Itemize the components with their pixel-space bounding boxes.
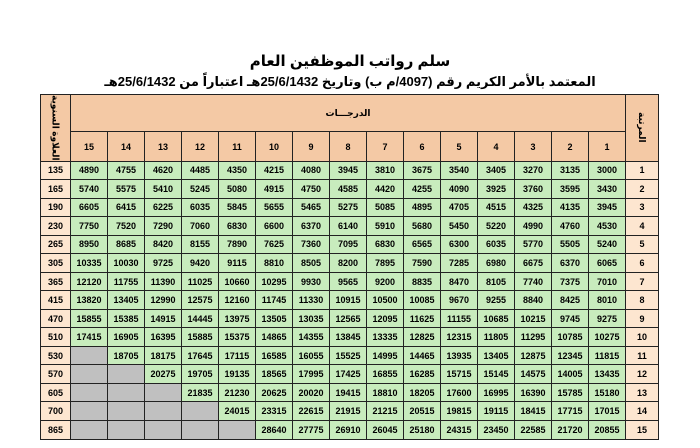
salary-cell: 17415 bbox=[71, 328, 108, 347]
salary-cell: 4420 bbox=[367, 180, 404, 199]
salary-cell: 5770 bbox=[515, 235, 552, 254]
salary-cell: 10785 bbox=[552, 328, 589, 347]
salary-cell: 17715 bbox=[552, 402, 589, 421]
salary-cell: 10660 bbox=[219, 272, 256, 291]
salary-cell: 4755 bbox=[108, 161, 145, 180]
salary-cell: 3945 bbox=[330, 161, 367, 180]
salary-cell: 15525 bbox=[330, 346, 367, 365]
salary-cell: 4515 bbox=[478, 198, 515, 217]
salary-cell: 6605 bbox=[71, 198, 108, 217]
degree-header: 10 bbox=[256, 132, 293, 161]
salary-cell: 5275 bbox=[330, 198, 367, 217]
salary-cell: 12875 bbox=[515, 346, 552, 365]
rank-cell: 2 bbox=[626, 180, 659, 199]
salary-cell: 8835 bbox=[404, 272, 441, 291]
annual-bonus-cell: 305 bbox=[41, 254, 71, 273]
annual-bonus-cell: 510 bbox=[41, 328, 71, 347]
empty-cell bbox=[71, 421, 108, 440]
salary-cell: 15375 bbox=[219, 328, 256, 347]
salary-cell: 18565 bbox=[256, 365, 293, 384]
salary-cell: 15145 bbox=[478, 365, 515, 384]
salary-cell: 4760 bbox=[552, 217, 589, 236]
salary-cell: 4485 bbox=[182, 161, 219, 180]
salary-cell: 6300 bbox=[441, 235, 478, 254]
salary-cell: 21835 bbox=[182, 383, 219, 402]
salary-cell: 12095 bbox=[367, 309, 404, 328]
rank-cell: 13 bbox=[626, 383, 659, 402]
salary-cell: 4530 bbox=[589, 217, 626, 236]
salary-cell: 8840 bbox=[515, 291, 552, 310]
salary-cell: 9930 bbox=[293, 272, 330, 291]
salary-cell: 16395 bbox=[145, 328, 182, 347]
salary-cell: 4135 bbox=[552, 198, 589, 217]
degree-header: 4 bbox=[478, 132, 515, 161]
empty-cell bbox=[108, 421, 145, 440]
salary-cell: 21915 bbox=[330, 402, 367, 421]
salary-cell: 5220 bbox=[478, 217, 515, 236]
salary-cell: 7375 bbox=[552, 272, 589, 291]
salary-cell: 15885 bbox=[182, 328, 219, 347]
salary-cell: 13935 bbox=[441, 346, 478, 365]
salary-cell: 4915 bbox=[256, 180, 293, 199]
salary-cell: 17995 bbox=[293, 365, 330, 384]
salary-cell: 5575 bbox=[108, 180, 145, 199]
salary-cell: 10085 bbox=[404, 291, 441, 310]
table-row bbox=[41, 180, 659, 199]
salary-cell: 13435 bbox=[589, 365, 626, 384]
salary-cell: 17645 bbox=[182, 346, 219, 365]
salary-cell: 5740 bbox=[71, 180, 108, 199]
degrees-row bbox=[41, 132, 659, 161]
salary-cell: 10295 bbox=[256, 272, 293, 291]
salary-cell: 8200 bbox=[330, 254, 367, 273]
salary-cell: 7290 bbox=[145, 217, 182, 236]
annual-bonus-cell: 365 bbox=[41, 272, 71, 291]
empty-cell bbox=[108, 365, 145, 384]
annual-bonus-cell: 865 bbox=[41, 421, 71, 440]
rank-cell: 8 bbox=[626, 291, 659, 310]
salary-cell: 21215 bbox=[367, 402, 404, 421]
salary-cell: 9745 bbox=[552, 309, 589, 328]
salary-cell: 27775 bbox=[293, 421, 330, 440]
annual-bonus-cell: 605 bbox=[41, 383, 71, 402]
empty-cell bbox=[71, 365, 108, 384]
salary-cell: 3675 bbox=[404, 161, 441, 180]
salary-cell: 6035 bbox=[182, 198, 219, 217]
salary-cell: 3760 bbox=[515, 180, 552, 199]
salary-cell: 5085 bbox=[367, 198, 404, 217]
salary-cell: 3925 bbox=[478, 180, 515, 199]
salary-cell: 9275 bbox=[589, 309, 626, 328]
annual-bonus-cell: 165 bbox=[41, 180, 71, 199]
salary-cell: 20020 bbox=[293, 383, 330, 402]
salary-cell: 3430 bbox=[589, 180, 626, 199]
salary-cell: 7890 bbox=[219, 235, 256, 254]
salary-cell: 6370 bbox=[293, 217, 330, 236]
salary-cell: 3540 bbox=[441, 161, 478, 180]
empty-cell bbox=[71, 383, 108, 402]
salary-cell: 20515 bbox=[404, 402, 441, 421]
annual-bonus-cell: 470 bbox=[41, 309, 71, 328]
salary-cell: 7895 bbox=[367, 254, 404, 273]
rank-cell: 14 bbox=[626, 402, 659, 421]
salary-cell: 15715 bbox=[441, 365, 478, 384]
salary-cell: 17425 bbox=[330, 365, 367, 384]
annual-bonus-cell: 415 bbox=[41, 291, 71, 310]
table-row bbox=[41, 383, 659, 402]
degree-header: 5 bbox=[441, 132, 478, 161]
salary-cell: 5505 bbox=[552, 235, 589, 254]
table-row bbox=[41, 346, 659, 365]
rank-cell: 15 bbox=[626, 421, 659, 440]
salary-cell: 19705 bbox=[182, 365, 219, 384]
salary-cell: 18175 bbox=[145, 346, 182, 365]
salary-cell: 13505 bbox=[256, 309, 293, 328]
degree-header: 3 bbox=[515, 132, 552, 161]
salary-cell: 4620 bbox=[145, 161, 182, 180]
salary-cell: 15855 bbox=[71, 309, 108, 328]
salary-cell: 12565 bbox=[330, 309, 367, 328]
table-row bbox=[41, 198, 659, 217]
rank-cell: 5 bbox=[626, 235, 659, 254]
salary-cell: 20855 bbox=[589, 421, 626, 440]
salary-cell: 5680 bbox=[404, 217, 441, 236]
table-row bbox=[41, 235, 659, 254]
salary-cell: 10685 bbox=[478, 309, 515, 328]
salary-cell: 4990 bbox=[515, 217, 552, 236]
table-row bbox=[41, 217, 659, 236]
salary-cell: 11815 bbox=[589, 346, 626, 365]
salary-cell: 4705 bbox=[441, 198, 478, 217]
salary-cell: 8155 bbox=[182, 235, 219, 254]
salary-cell: 5910 bbox=[367, 217, 404, 236]
salary-cell: 13820 bbox=[71, 291, 108, 310]
degree-header: 6 bbox=[404, 132, 441, 161]
grades-header: الدرجـــات bbox=[71, 95, 626, 132]
salary-cell: 4750 bbox=[293, 180, 330, 199]
salary-cell: 7360 bbox=[293, 235, 330, 254]
salary-cell: 14995 bbox=[367, 346, 404, 365]
salary-cell: 8685 bbox=[108, 235, 145, 254]
salary-cell: 9200 bbox=[367, 272, 404, 291]
salary-cell: 6980 bbox=[478, 254, 515, 273]
salary-cell: 7590 bbox=[404, 254, 441, 273]
salary-cell: 16285 bbox=[404, 365, 441, 384]
salary-cell: 26910 bbox=[330, 421, 367, 440]
salary-cell: 12160 bbox=[219, 291, 256, 310]
salary-cell: 11755 bbox=[108, 272, 145, 291]
salary-cell: 7625 bbox=[256, 235, 293, 254]
salary-cell: 10030 bbox=[108, 254, 145, 273]
annual-bonus-cell: 265 bbox=[41, 235, 71, 254]
salary-cell: 5450 bbox=[441, 217, 478, 236]
rank-header: المرتبة bbox=[626, 95, 659, 162]
empty-cell bbox=[145, 421, 182, 440]
salary-cell: 10915 bbox=[330, 291, 367, 310]
table-row bbox=[41, 328, 659, 347]
empty-cell bbox=[182, 421, 219, 440]
salary-cell: 23450 bbox=[478, 421, 515, 440]
rank-cell: 1 bbox=[626, 161, 659, 180]
salary-cell: 22615 bbox=[293, 402, 330, 421]
table-row bbox=[41, 421, 659, 440]
salary-cell: 11025 bbox=[182, 272, 219, 291]
annual-bonus-cell: 190 bbox=[41, 198, 71, 217]
salary-cell: 13975 bbox=[219, 309, 256, 328]
salary-cell: 3270 bbox=[515, 161, 552, 180]
annual-bonus-cell: 135 bbox=[41, 161, 71, 180]
salary-cell: 14465 bbox=[404, 346, 441, 365]
salary-cell: 7285 bbox=[441, 254, 478, 273]
bonus-header: العلاوة السنوية bbox=[41, 95, 71, 162]
salary-cell: 13405 bbox=[108, 291, 145, 310]
salary-cell: 24315 bbox=[441, 421, 478, 440]
salary-cell: 10275 bbox=[589, 328, 626, 347]
salary-cell: 16855 bbox=[367, 365, 404, 384]
salary-cell: 8470 bbox=[441, 272, 478, 291]
salary-cell: 5845 bbox=[219, 198, 256, 217]
salary-cell: 11625 bbox=[404, 309, 441, 328]
salary-cell: 8505 bbox=[293, 254, 330, 273]
salary-cell: 23315 bbox=[256, 402, 293, 421]
table-row bbox=[41, 291, 659, 310]
salary-cell: 5245 bbox=[182, 180, 219, 199]
salary-cell: 18810 bbox=[367, 383, 404, 402]
salary-cell: 5410 bbox=[145, 180, 182, 199]
salary-cell: 14865 bbox=[256, 328, 293, 347]
salary-cell: 15385 bbox=[108, 309, 145, 328]
salary-cell: 14355 bbox=[293, 328, 330, 347]
salary-cell: 4585 bbox=[330, 180, 367, 199]
salary-cell: 9115 bbox=[219, 254, 256, 273]
salary-cell: 12575 bbox=[182, 291, 219, 310]
salary-cell: 3135 bbox=[552, 161, 589, 180]
degree-header: 1 bbox=[589, 132, 626, 161]
salary-cell: 9565 bbox=[330, 272, 367, 291]
salary-cell: 3810 bbox=[367, 161, 404, 180]
salary-cell: 10215 bbox=[515, 309, 552, 328]
salary-cell: 18205 bbox=[404, 383, 441, 402]
salary-cell: 7060 bbox=[182, 217, 219, 236]
salary-cell: 14005 bbox=[552, 365, 589, 384]
salary-cell: 14915 bbox=[145, 309, 182, 328]
salary-cell: 4090 bbox=[441, 180, 478, 199]
salary-cell: 14445 bbox=[182, 309, 219, 328]
salary-cell: 6830 bbox=[219, 217, 256, 236]
salary-cell: 18705 bbox=[108, 346, 145, 365]
degree-header: 13 bbox=[145, 132, 182, 161]
salary-cell: 21230 bbox=[219, 383, 256, 402]
salary-cell: 12825 bbox=[404, 328, 441, 347]
empty-cell bbox=[108, 383, 145, 402]
salary-cell: 7520 bbox=[108, 217, 145, 236]
salary-cell: 13845 bbox=[330, 328, 367, 347]
salary-cell: 17115 bbox=[219, 346, 256, 365]
page-title: سلم رواتب الموظفين العام bbox=[249, 53, 451, 70]
annual-bonus-cell: 530 bbox=[41, 346, 71, 365]
salary-cell: 15180 bbox=[589, 383, 626, 402]
empty-cell bbox=[108, 402, 145, 421]
salary-cell: 11155 bbox=[441, 309, 478, 328]
rank-cell: 4 bbox=[626, 217, 659, 236]
salary-cell: 4890 bbox=[71, 161, 108, 180]
salary-cell: 13335 bbox=[367, 328, 404, 347]
salary-cell: 3405 bbox=[478, 161, 515, 180]
table-row bbox=[41, 309, 659, 328]
salary-cell: 18415 bbox=[515, 402, 552, 421]
salary-cell: 11295 bbox=[515, 328, 552, 347]
salary-cell: 15785 bbox=[552, 383, 589, 402]
salary-cell: 8425 bbox=[552, 291, 589, 310]
salary-cell: 9420 bbox=[182, 254, 219, 273]
salary-cell: 14575 bbox=[515, 365, 552, 384]
rank-cell: 3 bbox=[626, 198, 659, 217]
empty-cell bbox=[71, 346, 108, 365]
rank-cell: 9 bbox=[626, 309, 659, 328]
salary-cell: 9725 bbox=[145, 254, 182, 273]
empty-cell bbox=[145, 383, 182, 402]
salary-cell: 5240 bbox=[589, 235, 626, 254]
salary-cell: 25180 bbox=[404, 421, 441, 440]
salary-table bbox=[40, 94, 659, 440]
degree-header: 9 bbox=[293, 132, 330, 161]
salary-cell: 9255 bbox=[478, 291, 515, 310]
empty-cell bbox=[182, 402, 219, 421]
salary-cell: 16585 bbox=[256, 346, 293, 365]
salary-cell: 12345 bbox=[552, 346, 589, 365]
salary-cell: 6370 bbox=[552, 254, 589, 273]
table-row bbox=[41, 402, 659, 421]
salary-cell: 17600 bbox=[441, 383, 478, 402]
salary-cell: 16995 bbox=[478, 383, 515, 402]
degree-header: 15 bbox=[71, 132, 108, 161]
rank-cell: 6 bbox=[626, 254, 659, 273]
table-row bbox=[41, 272, 659, 291]
salary-cell: 8420 bbox=[145, 235, 182, 254]
salary-cell: 6565 bbox=[404, 235, 441, 254]
salary-cell: 10335 bbox=[71, 254, 108, 273]
salary-cell: 4325 bbox=[515, 198, 552, 217]
salary-cell: 19815 bbox=[441, 402, 478, 421]
salary-cell: 4215 bbox=[256, 161, 293, 180]
salary-cell: 11390 bbox=[145, 272, 182, 291]
salary-cell: 6035 bbox=[478, 235, 515, 254]
empty-cell bbox=[145, 402, 182, 421]
salary-cell: 13405 bbox=[478, 346, 515, 365]
salary-cell: 6830 bbox=[367, 235, 404, 254]
salary-cell: 11330 bbox=[293, 291, 330, 310]
degree-header: 7 bbox=[367, 132, 404, 161]
salary-cell: 7740 bbox=[515, 272, 552, 291]
salary-cell: 4350 bbox=[219, 161, 256, 180]
salary-cell: 20275 bbox=[145, 365, 182, 384]
salary-cell: 6600 bbox=[256, 217, 293, 236]
salary-cell: 28640 bbox=[256, 421, 293, 440]
salary-cell: 12990 bbox=[145, 291, 182, 310]
salary-cell: 8950 bbox=[71, 235, 108, 254]
rank-cell: 12 bbox=[626, 365, 659, 384]
degree-header: 11 bbox=[219, 132, 256, 161]
salary-cell: 21720 bbox=[552, 421, 589, 440]
salary-cell: 16055 bbox=[293, 346, 330, 365]
salary-cell: 11745 bbox=[256, 291, 293, 310]
rank-cell: 10 bbox=[626, 328, 659, 347]
degree-header: 8 bbox=[330, 132, 367, 161]
salary-cell: 12120 bbox=[71, 272, 108, 291]
salary-cell: 6415 bbox=[108, 198, 145, 217]
table-row bbox=[41, 254, 659, 273]
salary-cell: 19135 bbox=[219, 365, 256, 384]
salary-cell: 4895 bbox=[404, 198, 441, 217]
salary-cell: 6225 bbox=[145, 198, 182, 217]
salary-cell: 19115 bbox=[478, 402, 515, 421]
rank-cell: 11 bbox=[626, 346, 659, 365]
salary-cell: 8010 bbox=[589, 291, 626, 310]
salary-cell: 7095 bbox=[330, 235, 367, 254]
salary-cell: 17015 bbox=[589, 402, 626, 421]
annual-bonus-cell: 230 bbox=[41, 217, 71, 236]
salary-cell: 5655 bbox=[256, 198, 293, 217]
salary-cell: 16905 bbox=[108, 328, 145, 347]
salary-cell: 9670 bbox=[441, 291, 478, 310]
salary-cell: 24015 bbox=[219, 402, 256, 421]
salary-cell: 6675 bbox=[515, 254, 552, 273]
salary-cell: 10500 bbox=[367, 291, 404, 310]
salary-cell: 20625 bbox=[256, 383, 293, 402]
degree-header: 2 bbox=[552, 132, 589, 161]
salary-cell: 11805 bbox=[478, 328, 515, 347]
salary-cell: 3945 bbox=[589, 198, 626, 217]
empty-cell bbox=[71, 402, 108, 421]
salary-cell: 6140 bbox=[330, 217, 367, 236]
salary-cell: 5465 bbox=[293, 198, 330, 217]
salary-cell: 4255 bbox=[404, 180, 441, 199]
empty-cell bbox=[219, 421, 256, 440]
rank-cell: 7 bbox=[626, 272, 659, 291]
salary-cell: 19415 bbox=[330, 383, 367, 402]
annual-bonus-cell: 700 bbox=[41, 402, 71, 421]
salary-cell: 26045 bbox=[367, 421, 404, 440]
salary-cell: 6065 bbox=[589, 254, 626, 273]
degree-header: 12 bbox=[182, 132, 219, 161]
salary-cell: 5080 bbox=[219, 180, 256, 199]
page-subtitle: المعتمد بالأمر الكريم رقم (4097/م ب) وتاريخ 25/6/1432هـ اعتباراً من 25/6/1432هـ bbox=[104, 74, 596, 89]
salary-cell: 3000 bbox=[589, 161, 626, 180]
table-row bbox=[41, 365, 659, 384]
salary-cell: 4080 bbox=[293, 161, 330, 180]
salary-cell: 8105 bbox=[478, 272, 515, 291]
salary-cell: 7750 bbox=[71, 217, 108, 236]
annual-bonus-cell: 570 bbox=[41, 365, 71, 384]
salary-cell: 22585 bbox=[515, 421, 552, 440]
salary-cell: 16390 bbox=[515, 383, 552, 402]
degree-header: 14 bbox=[108, 132, 145, 161]
table-row bbox=[41, 161, 659, 180]
salary-cell: 3595 bbox=[552, 180, 589, 199]
salary-cell: 7010 bbox=[589, 272, 626, 291]
salary-cell: 8810 bbox=[256, 254, 293, 273]
salary-cell: 12315 bbox=[441, 328, 478, 347]
salary-cell: 13035 bbox=[293, 309, 330, 328]
